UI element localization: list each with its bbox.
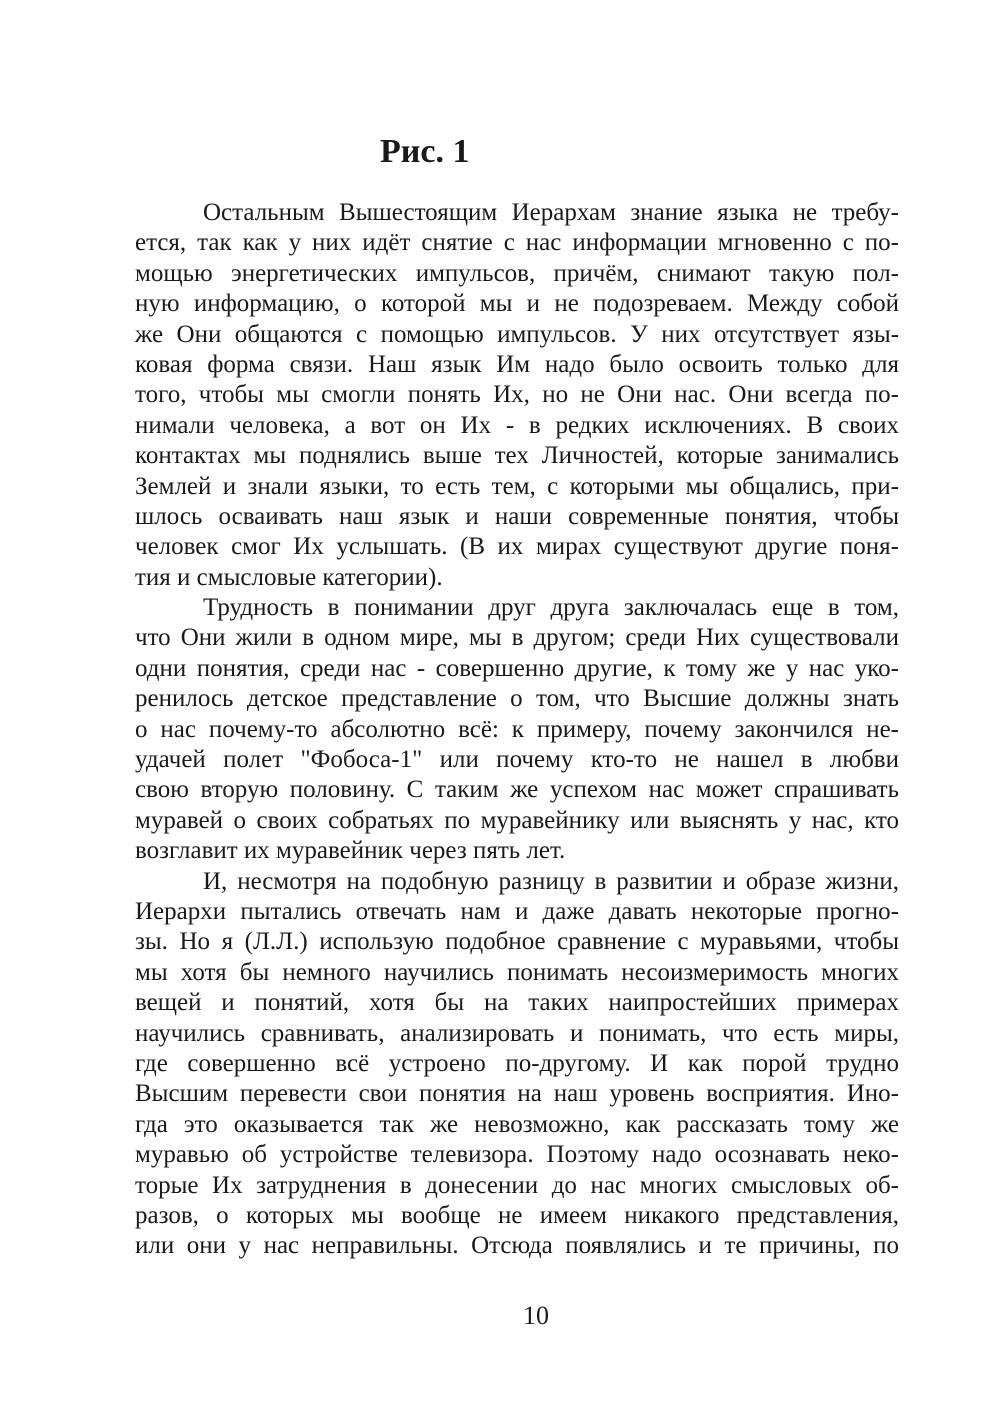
text-line: того, чтобы мы смогли понять Их, но не Они нас. Они всегда по- [135, 381, 899, 409]
text-line: вещей и понятий, хотя бы на таких наипростейших примерах [135, 989, 899, 1017]
figure-title: Рис. 1 [380, 133, 470, 170]
body-text [135, 198, 899, 1262]
text-line: И, несмотря на подобную разницу в развитии и образе жизни, [203, 867, 899, 895]
text-line: Высшим перевести свои понятия на наш уровень восприятия. Ино- [135, 1080, 899, 1108]
text-line: свою вторую половину. С таким же успехом нас может спрашивать [135, 776, 899, 804]
text-line: где совершенно всё устроено по-другому. И как порой трудно [135, 1049, 899, 1077]
text-line: мы хотя бы немного научились понимать несоизмеримость многих [135, 958, 899, 986]
text-line: разов, о которых мы вообще не имеем никакого представления, [135, 1201, 899, 1229]
text-line: контактах мы поднялись выше тех Личностей, которые занимались [135, 442, 899, 470]
text-line: ется, так как у них идёт снятие с нас информации мгновенно с по- [135, 229, 899, 257]
text-line: Остальным Вышестоящим Иерархам знание языка не требу- [203, 199, 899, 226]
text-line: шлось осваивать наш язык и наши современные понятия, чтобы [135, 502, 899, 530]
text-line: же Они общаются с помощью импульсов. У них отсутствует язы- [135, 320, 899, 348]
page-number: 10 [523, 1301, 549, 1330]
text-line: Трудность в понимании друг друга заключалась еще в том, [203, 594, 899, 622]
text-line: мощью энергетических импульсов, причём, снимают такую пол- [135, 259, 899, 287]
text-line: ренилось детское представление о том, что Высшие должны знать [135, 685, 899, 713]
text-line: гда это оказывается так же невозможно, как рассказать тому же [135, 1110, 899, 1138]
text-line: ную информацию, о которой мы и не подозреваем. Между собой [135, 290, 899, 318]
text-line: торые Их затруднения в донесении до нас многих смысловых об- [135, 1171, 899, 1199]
text-line: нимали человека, а вот он Их - в редких исключениях. В своих [135, 411, 899, 439]
text-line: удачей полет "Фобоса-1" или почему кто-то не нашел в любви [135, 746, 899, 774]
text-line: Иерархи пытались отвечать нам и даже давать некоторые прогно- [135, 897, 899, 925]
text-line: одни понятия, среди нас - совершенно другие, к тому же у нас уко- [135, 654, 899, 682]
text-line: или они у нас неправильны. Отсюда появлялись и те причины, по [135, 1232, 899, 1260]
text-line: человек смог Их услышать. (В их мирах существуют другие поня- [135, 533, 899, 561]
text-line: тия и смысловые категории). [135, 563, 443, 591]
text-line: о нас почему-то абсолютно всё: к примеру, почему закончился не- [135, 715, 899, 743]
text-line: возглавит их муравейник через пять лет. [135, 837, 566, 865]
text-line: муравью об устройстве телевизора. Поэтому надо осознавать неко- [135, 1141, 899, 1169]
text-line: что Они жили в одном мире, мы в другом; среди Них существовали [135, 624, 899, 652]
text-line: ковая форма связи. Наш язык Им надо было освоить только для [135, 350, 899, 378]
text-line: зы. Но я (Л.Л.) использую подобное сравнение с муравьями, чтобы [135, 928, 899, 956]
text-line: научились сравнивать, анализировать и понимать, что есть миры, [135, 1019, 899, 1047]
text-line: Землей и знали языки, то есть тем, с которыми мы общались, при- [135, 472, 899, 500]
text-line: муравей о своих собратьях по муравейнику или выяснять у нас, кто [135, 806, 899, 834]
